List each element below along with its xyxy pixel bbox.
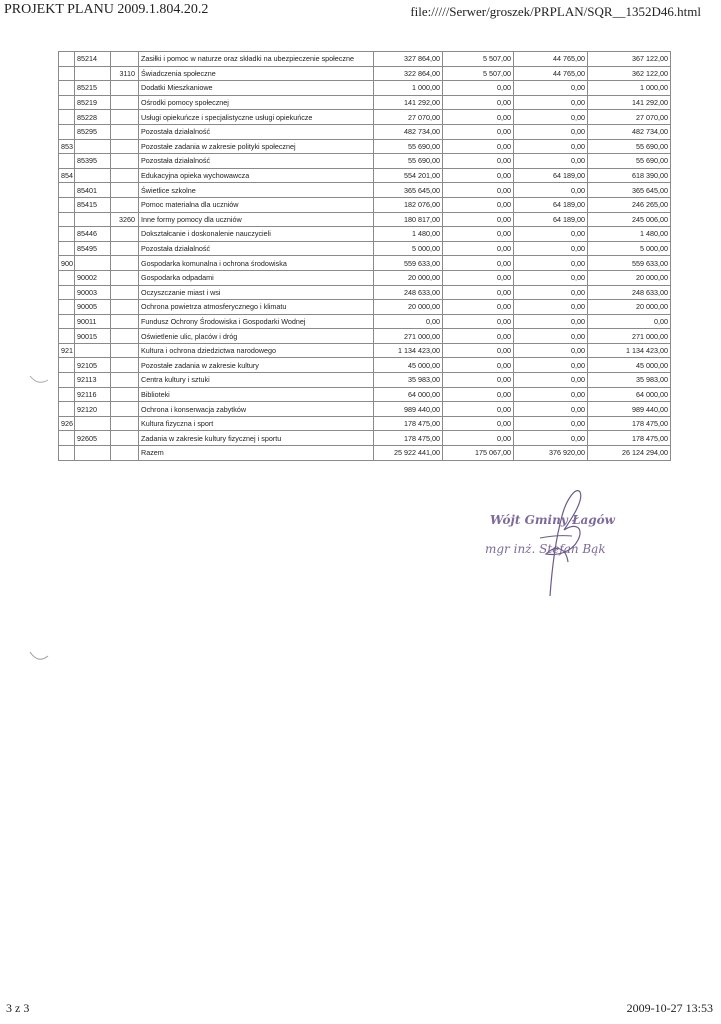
cell-description: Zadania w zakresie kultury fizycznej i sportu bbox=[139, 431, 374, 446]
signature-stamp-line1: Wójt Gminy Łagów bbox=[490, 513, 615, 527]
cell-increase: 0,00 bbox=[514, 285, 588, 300]
cell-amount-after: 27 070,00 bbox=[588, 110, 671, 125]
cell-amount-before: 182 076,00 bbox=[374, 197, 443, 212]
cell-paragraph bbox=[111, 373, 139, 388]
cell-amount-after: 248 633,00 bbox=[588, 285, 671, 300]
cell-increase: 0,00 bbox=[514, 154, 588, 169]
cell-decrease: 0,00 bbox=[443, 300, 514, 315]
cell-amount-after: 559 633,00 bbox=[588, 256, 671, 271]
cell-chapter: 85219 bbox=[75, 95, 111, 110]
cell-amount-before: 35 983,00 bbox=[374, 373, 443, 388]
print-datetime: 2009-10-27 13:53 bbox=[626, 1001, 713, 1015]
cell-amount-after: 989 440,00 bbox=[588, 402, 671, 417]
table-row bbox=[59, 183, 671, 198]
cell-amount-after: 246 265,00 bbox=[588, 197, 671, 212]
table-row bbox=[59, 314, 671, 329]
cell-decrease: 0,00 bbox=[443, 241, 514, 256]
cell-division bbox=[59, 110, 75, 125]
cell-description: Świadczenia społeczne bbox=[139, 66, 374, 81]
cell-decrease: 175 067,00 bbox=[443, 446, 514, 461]
cell-paragraph bbox=[111, 402, 139, 417]
cell-paragraph bbox=[111, 183, 139, 198]
cell-chapter: 90003 bbox=[75, 285, 111, 300]
cell-amount-before: 0,00 bbox=[374, 314, 443, 329]
cell-increase: 0,00 bbox=[514, 402, 588, 417]
cell-chapter: 85295 bbox=[75, 124, 111, 139]
cell-chapter: 92105 bbox=[75, 358, 111, 373]
cell-chapter bbox=[75, 66, 111, 81]
table-row bbox=[59, 66, 671, 81]
cell-division bbox=[59, 285, 75, 300]
cell-decrease: 0,00 bbox=[443, 95, 514, 110]
cell-amount-before: 178 475,00 bbox=[374, 416, 443, 431]
table-row bbox=[59, 81, 671, 96]
cell-division bbox=[59, 197, 75, 212]
cell-description: Pozostała działalność bbox=[139, 124, 374, 139]
cell-description: Oświetlenie ulic, placów i dróg bbox=[139, 329, 374, 344]
cell-increase: 0,00 bbox=[514, 358, 588, 373]
cell-division bbox=[59, 241, 75, 256]
cell-division bbox=[59, 81, 75, 96]
table-row bbox=[59, 285, 671, 300]
cell-division bbox=[59, 52, 75, 67]
cell-paragraph bbox=[111, 270, 139, 285]
cell-decrease: 0,00 bbox=[443, 314, 514, 329]
table-row bbox=[59, 373, 671, 388]
cell-decrease: 0,00 bbox=[443, 124, 514, 139]
cell-division: 926 bbox=[59, 416, 75, 431]
cell-amount-after: 20 000,00 bbox=[588, 300, 671, 315]
cell-amount-before: 322 864,00 bbox=[374, 66, 443, 81]
cell-amount-after: 271 000,00 bbox=[588, 329, 671, 344]
cell-increase: 0,00 bbox=[514, 81, 588, 96]
cell-description: Fundusz Ochrony Środowiska i Gospodarki Wodnej bbox=[139, 314, 374, 329]
table-row bbox=[59, 270, 671, 285]
cell-chapter: 85215 bbox=[75, 81, 111, 96]
cell-paragraph bbox=[111, 110, 139, 125]
table-row bbox=[59, 52, 671, 67]
table-row bbox=[59, 300, 671, 315]
cell-amount-after: 1 000,00 bbox=[588, 81, 671, 96]
cell-division bbox=[59, 66, 75, 81]
cell-amount-before: 327 864,00 bbox=[374, 52, 443, 67]
cell-description: Świetlice szkolne bbox=[139, 183, 374, 198]
cell-chapter: 85415 bbox=[75, 197, 111, 212]
cell-description: Inne formy pomocy dla uczniów bbox=[139, 212, 374, 227]
cell-amount-before: 64 000,00 bbox=[374, 387, 443, 402]
cell-paragraph bbox=[111, 431, 139, 446]
cell-paragraph bbox=[111, 256, 139, 271]
cell-decrease: 0,00 bbox=[443, 197, 514, 212]
cell-description: Gospodarka odpadami bbox=[139, 270, 374, 285]
cell-amount-after: 5 000,00 bbox=[588, 241, 671, 256]
cell-chapter: 85228 bbox=[75, 110, 111, 125]
cell-description: Dodatki Mieszkaniowe bbox=[139, 81, 374, 96]
cell-increase: 0,00 bbox=[514, 373, 588, 388]
cell-amount-after: 64 000,00 bbox=[588, 387, 671, 402]
cell-paragraph bbox=[111, 300, 139, 315]
budget-table bbox=[58, 51, 671, 461]
document-header-url: file://///Serwer/groszek/PRPLAN/SQR__1352D46.html bbox=[410, 4, 701, 19]
cell-increase: 0,00 bbox=[514, 256, 588, 271]
cell-increase: 0,00 bbox=[514, 431, 588, 446]
cell-description: Ochrona i konserwacja zabytków bbox=[139, 402, 374, 417]
cell-paragraph bbox=[111, 446, 139, 461]
cell-division bbox=[59, 300, 75, 315]
cell-division bbox=[59, 227, 75, 242]
cell-paragraph bbox=[111, 197, 139, 212]
cell-paragraph bbox=[111, 139, 139, 154]
cell-decrease: 0,00 bbox=[443, 431, 514, 446]
cell-amount-after: 55 690,00 bbox=[588, 154, 671, 169]
cell-amount-before: 141 292,00 bbox=[374, 95, 443, 110]
cell-amount-after: 20 000,00 bbox=[588, 270, 671, 285]
cell-amount-before: 1 480,00 bbox=[374, 227, 443, 242]
cell-amount-before: 271 000,00 bbox=[374, 329, 443, 344]
cell-description: Gospodarka komunalna i ochrona środowiska bbox=[139, 256, 374, 271]
cell-amount-before: 20 000,00 bbox=[374, 270, 443, 285]
cell-description: Ośrodki pomocy społecznej bbox=[139, 95, 374, 110]
cell-amount-after: 618 390,00 bbox=[588, 168, 671, 183]
cell-increase: 376 920,00 bbox=[514, 446, 588, 461]
cell-division bbox=[59, 402, 75, 417]
cell-paragraph bbox=[111, 52, 139, 67]
cell-increase: 0,00 bbox=[514, 227, 588, 242]
cell-description: Kultura i ochrona dziedzictwa narodowego bbox=[139, 343, 374, 358]
cell-chapter bbox=[75, 168, 111, 183]
budget-table-body bbox=[59, 52, 671, 461]
cell-amount-before: 248 633,00 bbox=[374, 285, 443, 300]
table-row bbox=[59, 416, 671, 431]
cell-paragraph bbox=[111, 168, 139, 183]
table-row bbox=[59, 241, 671, 256]
table-row bbox=[59, 154, 671, 169]
cell-decrease: 0,00 bbox=[443, 402, 514, 417]
cell-amount-after: 178 475,00 bbox=[588, 431, 671, 446]
cell-decrease: 0,00 bbox=[443, 154, 514, 169]
cell-chapter: 92120 bbox=[75, 402, 111, 417]
cell-amount-before: 180 817,00 bbox=[374, 212, 443, 227]
cell-amount-after: 1 134 423,00 bbox=[588, 343, 671, 358]
cell-description: Razem bbox=[139, 446, 374, 461]
cell-increase: 44 765,00 bbox=[514, 66, 588, 81]
table-row bbox=[59, 227, 671, 242]
table-row bbox=[59, 256, 671, 271]
cell-paragraph: 3110 bbox=[111, 66, 139, 81]
cell-description: Zasiłki i pomoc w naturze oraz składki na ubezpieczenie społeczne bbox=[139, 52, 374, 67]
cell-increase: 64 189,00 bbox=[514, 168, 588, 183]
cell-decrease: 0,00 bbox=[443, 270, 514, 285]
cell-decrease: 0,00 bbox=[443, 256, 514, 271]
cell-decrease: 0,00 bbox=[443, 416, 514, 431]
cell-amount-after: 245 006,00 bbox=[588, 212, 671, 227]
cell-description: Oczyszczanie miast i wsi bbox=[139, 285, 374, 300]
cell-chapter: 92605 bbox=[75, 431, 111, 446]
cell-increase: 0,00 bbox=[514, 343, 588, 358]
cell-paragraph bbox=[111, 95, 139, 110]
cell-chapter: 85395 bbox=[75, 154, 111, 169]
cell-division bbox=[59, 314, 75, 329]
cell-chapter: 92116 bbox=[75, 387, 111, 402]
document-header-title: PROJEKT PLANU 2009.1.804.20.2 bbox=[4, 2, 209, 17]
cell-decrease: 0,00 bbox=[443, 212, 514, 227]
handwritten-signature bbox=[480, 478, 660, 598]
table-row bbox=[59, 329, 671, 344]
cell-division: 853 bbox=[59, 139, 75, 154]
cell-decrease: 0,00 bbox=[443, 81, 514, 96]
cell-amount-after: 362 122,00 bbox=[588, 66, 671, 81]
table-row bbox=[59, 139, 671, 154]
cell-chapter: 90015 bbox=[75, 329, 111, 344]
cell-amount-after: 55 690,00 bbox=[588, 139, 671, 154]
cell-amount-after: 178 475,00 bbox=[588, 416, 671, 431]
table-row bbox=[59, 402, 671, 417]
cell-amount-after: 26 124 294,00 bbox=[588, 446, 671, 461]
cell-increase: 0,00 bbox=[514, 95, 588, 110]
table-row bbox=[59, 387, 671, 402]
cell-amount-before: 45 000,00 bbox=[374, 358, 443, 373]
cell-chapter: 92113 bbox=[75, 373, 111, 388]
cell-paragraph bbox=[111, 81, 139, 96]
table-row bbox=[59, 124, 671, 139]
signature-stamp-line2: mgr inż. Stefan Bąk bbox=[485, 542, 606, 556]
cell-description: Ochrona powietrza atmosferycznego i klimatu bbox=[139, 300, 374, 315]
table-row bbox=[59, 212, 671, 227]
scan-mark-icon bbox=[28, 648, 50, 666]
cell-division bbox=[59, 446, 75, 461]
cell-amount-before: 1 134 423,00 bbox=[374, 343, 443, 358]
cell-paragraph bbox=[111, 124, 139, 139]
cell-decrease: 5 507,00 bbox=[443, 66, 514, 81]
cell-division bbox=[59, 358, 75, 373]
cell-amount-before: 25 922 441,00 bbox=[374, 446, 443, 461]
cell-amount-before: 1 000,00 bbox=[374, 81, 443, 96]
cell-paragraph bbox=[111, 285, 139, 300]
cell-chapter: 85401 bbox=[75, 183, 111, 198]
cell-amount-after: 365 645,00 bbox=[588, 183, 671, 198]
cell-amount-before: 5 000,00 bbox=[374, 241, 443, 256]
cell-chapter bbox=[75, 212, 111, 227]
cell-decrease: 0,00 bbox=[443, 227, 514, 242]
cell-chapter: 85446 bbox=[75, 227, 111, 242]
table-row bbox=[59, 358, 671, 373]
table-row bbox=[59, 197, 671, 212]
cell-amount-before: 178 475,00 bbox=[374, 431, 443, 446]
cell-division bbox=[59, 212, 75, 227]
cell-decrease: 0,00 bbox=[443, 139, 514, 154]
cell-amount-before: 55 690,00 bbox=[374, 154, 443, 169]
cell-amount-after: 367 122,00 bbox=[588, 52, 671, 67]
cell-division bbox=[59, 431, 75, 446]
cell-decrease: 0,00 bbox=[443, 110, 514, 125]
cell-increase: 0,00 bbox=[514, 300, 588, 315]
cell-increase: 0,00 bbox=[514, 139, 588, 154]
cell-decrease: 5 507,00 bbox=[443, 52, 514, 67]
cell-description: Pomoc materialna dla uczniów bbox=[139, 197, 374, 212]
cell-description: Pozostała działalność bbox=[139, 154, 374, 169]
cell-division bbox=[59, 183, 75, 198]
cell-amount-before: 989 440,00 bbox=[374, 402, 443, 417]
cell-increase: 0,00 bbox=[514, 241, 588, 256]
cell-paragraph bbox=[111, 329, 139, 344]
cell-decrease: 0,00 bbox=[443, 168, 514, 183]
table-row bbox=[59, 343, 671, 358]
table-row bbox=[59, 446, 671, 461]
cell-increase: 44 765,00 bbox=[514, 52, 588, 67]
cell-amount-after: 35 983,00 bbox=[588, 373, 671, 388]
cell-paragraph bbox=[111, 154, 139, 169]
cell-amount-before: 482 734,00 bbox=[374, 124, 443, 139]
cell-chapter bbox=[75, 139, 111, 154]
cell-increase: 64 189,00 bbox=[514, 197, 588, 212]
cell-chapter bbox=[75, 446, 111, 461]
cell-increase: 0,00 bbox=[514, 329, 588, 344]
cell-decrease: 0,00 bbox=[443, 329, 514, 344]
cell-increase: 64 189,00 bbox=[514, 212, 588, 227]
cell-division bbox=[59, 154, 75, 169]
cell-division bbox=[59, 387, 75, 402]
cell-division bbox=[59, 124, 75, 139]
cell-paragraph: 3260 bbox=[111, 212, 139, 227]
cell-decrease: 0,00 bbox=[443, 358, 514, 373]
cell-chapter bbox=[75, 343, 111, 358]
cell-amount-before: 55 690,00 bbox=[374, 139, 443, 154]
cell-amount-after: 45 000,00 bbox=[588, 358, 671, 373]
cell-paragraph bbox=[111, 314, 139, 329]
cell-chapter: 90005 bbox=[75, 300, 111, 315]
cell-paragraph bbox=[111, 358, 139, 373]
cell-increase: 0,00 bbox=[514, 314, 588, 329]
cell-division: 921 bbox=[59, 343, 75, 358]
cell-division bbox=[59, 95, 75, 110]
cell-description: Dokształcanie i doskonalenie nauczycieli bbox=[139, 227, 374, 242]
cell-increase: 0,00 bbox=[514, 387, 588, 402]
cell-decrease: 0,00 bbox=[443, 343, 514, 358]
cell-amount-after: 141 292,00 bbox=[588, 95, 671, 110]
cell-paragraph bbox=[111, 343, 139, 358]
cell-amount-before: 365 645,00 bbox=[374, 183, 443, 198]
cell-chapter bbox=[75, 256, 111, 271]
cell-increase: 0,00 bbox=[514, 183, 588, 198]
table-row bbox=[59, 168, 671, 183]
cell-paragraph bbox=[111, 387, 139, 402]
cell-description: Kultura fizyczna i sport bbox=[139, 416, 374, 431]
scan-mark-icon bbox=[28, 372, 50, 388]
cell-division bbox=[59, 270, 75, 285]
cell-description: Usługi opiekuńcze i specjalistyczne usługi opiekuńcze bbox=[139, 110, 374, 125]
cell-amount-after: 0,00 bbox=[588, 314, 671, 329]
cell-chapter: 85214 bbox=[75, 52, 111, 67]
cell-amount-before: 20 000,00 bbox=[374, 300, 443, 315]
cell-description: Centra kultury i sztuki bbox=[139, 373, 374, 388]
cell-division bbox=[59, 373, 75, 388]
cell-decrease: 0,00 bbox=[443, 373, 514, 388]
cell-paragraph bbox=[111, 241, 139, 256]
cell-amount-after: 1 480,00 bbox=[588, 227, 671, 242]
cell-paragraph bbox=[111, 227, 139, 242]
cell-description: Pozostałe zadania w zakresie kultury bbox=[139, 358, 374, 373]
cell-description: Pozostała działalność bbox=[139, 241, 374, 256]
cell-decrease: 0,00 bbox=[443, 285, 514, 300]
cell-amount-after: 482 734,00 bbox=[588, 124, 671, 139]
table-row bbox=[59, 110, 671, 125]
table-row bbox=[59, 95, 671, 110]
cell-chapter: 90002 bbox=[75, 270, 111, 285]
cell-increase: 0,00 bbox=[514, 416, 588, 431]
cell-increase: 0,00 bbox=[514, 124, 588, 139]
cell-division: 854 bbox=[59, 168, 75, 183]
cell-increase: 0,00 bbox=[514, 110, 588, 125]
cell-division bbox=[59, 329, 75, 344]
cell-description: Edukacyjna opieka wychowawcza bbox=[139, 168, 374, 183]
cell-decrease: 0,00 bbox=[443, 387, 514, 402]
cell-chapter bbox=[75, 416, 111, 431]
cell-description: Biblioteki bbox=[139, 387, 374, 402]
cell-increase: 0,00 bbox=[514, 270, 588, 285]
cell-description: Pozostałe zadania w zakresie polityki społecznej bbox=[139, 139, 374, 154]
cell-chapter: 90011 bbox=[75, 314, 111, 329]
cell-chapter: 85495 bbox=[75, 241, 111, 256]
cell-decrease: 0,00 bbox=[443, 183, 514, 198]
cell-amount-before: 554 201,00 bbox=[374, 168, 443, 183]
table-row bbox=[59, 431, 671, 446]
cell-division: 900 bbox=[59, 256, 75, 271]
cell-paragraph bbox=[111, 416, 139, 431]
cell-amount-before: 27 070,00 bbox=[374, 110, 443, 125]
cell-amount-before: 559 633,00 bbox=[374, 256, 443, 271]
page-number: 3 z 3 bbox=[6, 1001, 30, 1015]
